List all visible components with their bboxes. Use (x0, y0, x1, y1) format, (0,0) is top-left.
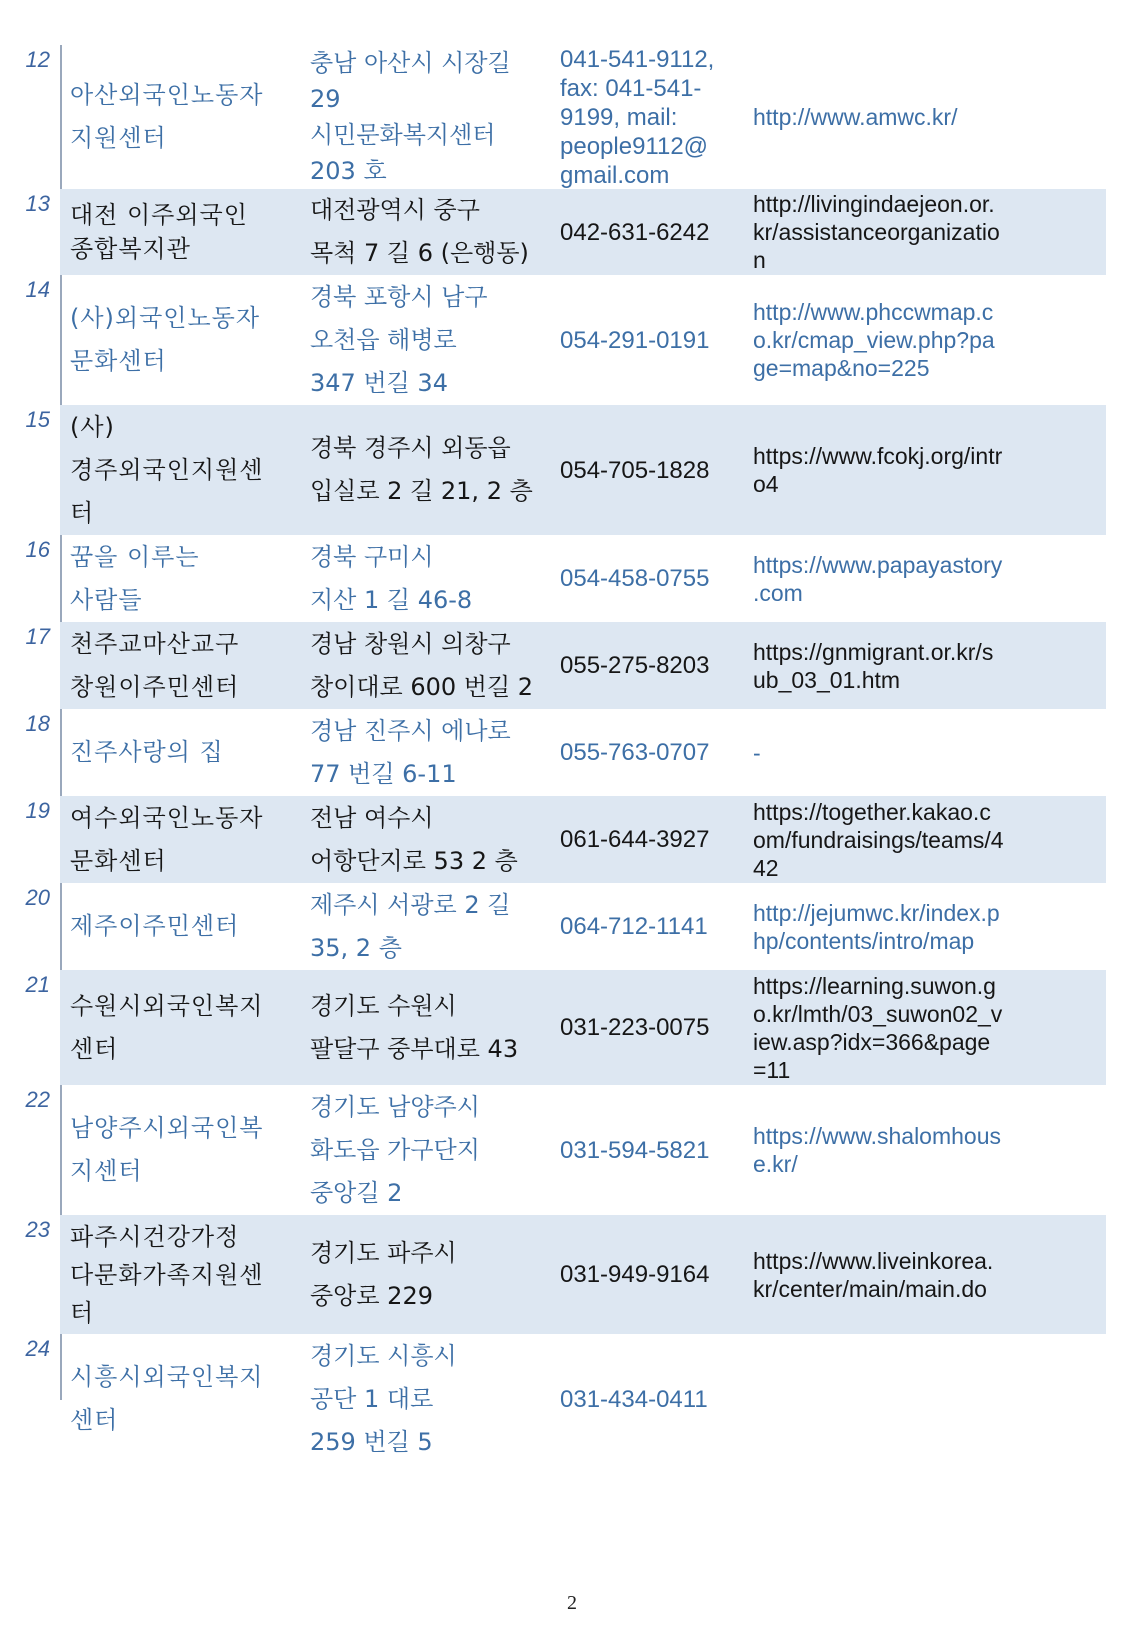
table-row (25, 883, 1106, 970)
row-number: 23 (25, 1217, 50, 1242)
row-number: 22 (25, 1087, 50, 1112)
center-address: 경북 경주시 외동읍 입실로 2 길 21, 2 층 (310, 434, 533, 505)
center-address: 경북 구미시 지산 1 길 46-8 (310, 542, 473, 614)
center-name: 남양주시외국인복 지센터 (70, 1114, 264, 1185)
center-phone: 031-434-0411 (560, 1385, 708, 1413)
center-url[interactable]: https://www.shalomhous e.kr/ (753, 1123, 1002, 1177)
center-url[interactable]: https://www.fcokj.org/intr o4 (753, 443, 1003, 497)
center-phone: 055-275-8203 (560, 652, 710, 679)
center-address: 경북 포항시 남구 오천읍 해병로 347 번길 34 (310, 282, 488, 397)
center-url[interactable]: https://www.liveinkorea. kr/center/main/main.do (753, 1247, 994, 1302)
center-url[interactable]: http://jejumwc.kr/index.p hp/contents/intro/map (753, 899, 1000, 954)
center-name: 제주이주민센터 (70, 912, 240, 940)
center-list-table (25, 45, 1106, 1464)
center-url[interactable]: http://livingindaejeon.or. kr/assistanceorganizatio n (753, 191, 1000, 273)
center-name: 천주교마산교구 창원이주민센터 (70, 629, 240, 701)
center-address: 경기도 파주시 중앙로 229 (310, 1238, 457, 1310)
center-name: 시흥시외국인복지 센터 (70, 1363, 264, 1434)
center-phone: 054-291-0191 (560, 326, 710, 354)
center-url[interactable]: http://www.amwc.kr/ (753, 104, 958, 130)
row-number: 17 (25, 624, 50, 649)
row-number: 20 (25, 885, 50, 910)
center-address: 대전광역시 중구 목척 7 길 6 (은행동) (310, 196, 529, 267)
table-row (25, 709, 1106, 796)
center-name: 파주시건강가정 다문화가족지원센 터 (70, 1222, 264, 1327)
row-number: 19 (25, 798, 50, 823)
center-phone: 041-541-9112, fax: 041-541- 9199, mail: people9112@ gmail.com (560, 45, 715, 189)
table-row (25, 1085, 1106, 1215)
center-address: 경남 진주시 에나로 77 번길 6-11 (310, 716, 511, 788)
center-phone: 042-631-6242 (560, 218, 710, 246)
table-row (25, 405, 1106, 535)
center-address: 경기도 시흥시 공단 1 대로 259 번길 5 (310, 1341, 457, 1456)
center-name: 진주사랑의 집 (70, 738, 224, 766)
center-url[interactable]: http://www.phccwmap.c o.kr/cmap_view.php?pa ge=map&no=225 (753, 299, 995, 381)
center-address: 제주시 서광로 2 길 35, 2 층 (310, 890, 511, 962)
page-number: 2 (567, 1592, 577, 1614)
table-row (25, 1215, 1106, 1334)
center-name: 꿈을 이루는 사람들 (70, 542, 200, 614)
center-url[interactable] (743, 1334, 1106, 1464)
center-url[interactable]: https://gnmigrant.or.kr/s ub_03_01.htm (753, 638, 994, 693)
center-url[interactable]: - (753, 739, 761, 766)
row-number: 15 (25, 407, 50, 432)
table-row (25, 535, 1106, 622)
center-name: 대전 이주외국인 종합복지관 (70, 201, 248, 263)
center-phone: 064-712-1141 (560, 913, 708, 940)
center-name: 아산외국인노동자 지원센터 (70, 81, 264, 152)
center-name: 수원시외국인복지 센터 (70, 991, 264, 1063)
row-number: 24 (25, 1336, 50, 1361)
table-row (25, 622, 1106, 709)
center-address: 경기도 수원시 팔달구 중부대로 43 (310, 991, 519, 1063)
table-row (25, 1334, 1106, 1464)
center-address: 경기도 남양주시 화도읍 가구단지 중앙길 2 (310, 1092, 480, 1207)
row-number: 12 (25, 47, 50, 72)
table-row (25, 970, 1106, 1085)
row-number: 16 (25, 537, 50, 562)
center-url[interactable]: https://together.kakao.c om/fundraisings/teams/4 42 (753, 798, 1004, 881)
row-number: 14 (25, 277, 50, 302)
center-url[interactable]: https://www.papayastory .com (753, 551, 1003, 606)
table-row (25, 796, 1106, 883)
center-phone: 055-763-0707 (560, 739, 710, 766)
center-phone: 031-949-9164 (560, 1261, 710, 1288)
center-phone: 061-644-3927 (560, 826, 710, 853)
center-url[interactable]: https://learning.suwon.g o.kr/lmth/03_suwon02_v iew.asp?idx=366&page =11 (753, 972, 1003, 1083)
center-address: 충남 아산시 시장길 29 시민문화복지센터 203 호 (310, 49, 511, 185)
center-phone: 031-594-5821 (560, 1136, 710, 1164)
center-name: (사)외국인노동자 문화센터 (70, 304, 261, 375)
center-name: (사) 경주외국인지원센 터 (70, 412, 264, 527)
center-phone: 054-458-0755 (560, 565, 710, 592)
center-phone: 031-223-0075 (560, 1014, 710, 1041)
table-row (25, 45, 1106, 189)
center-name: 여수외국인노동자 문화센터 (70, 803, 264, 875)
row-number: 18 (25, 711, 50, 736)
center-phone: 054-705-1828 (560, 456, 710, 484)
row-number: 13 (25, 191, 50, 216)
center-address: 전남 여수시 어항단지로 53 2 층 (310, 803, 518, 875)
row-number: 21 (25, 972, 50, 997)
table-row (25, 189, 1106, 275)
table-row (25, 275, 1106, 405)
center-address: 경남 창원시 의창구 창이대로 600 번길 2 (310, 629, 534, 701)
